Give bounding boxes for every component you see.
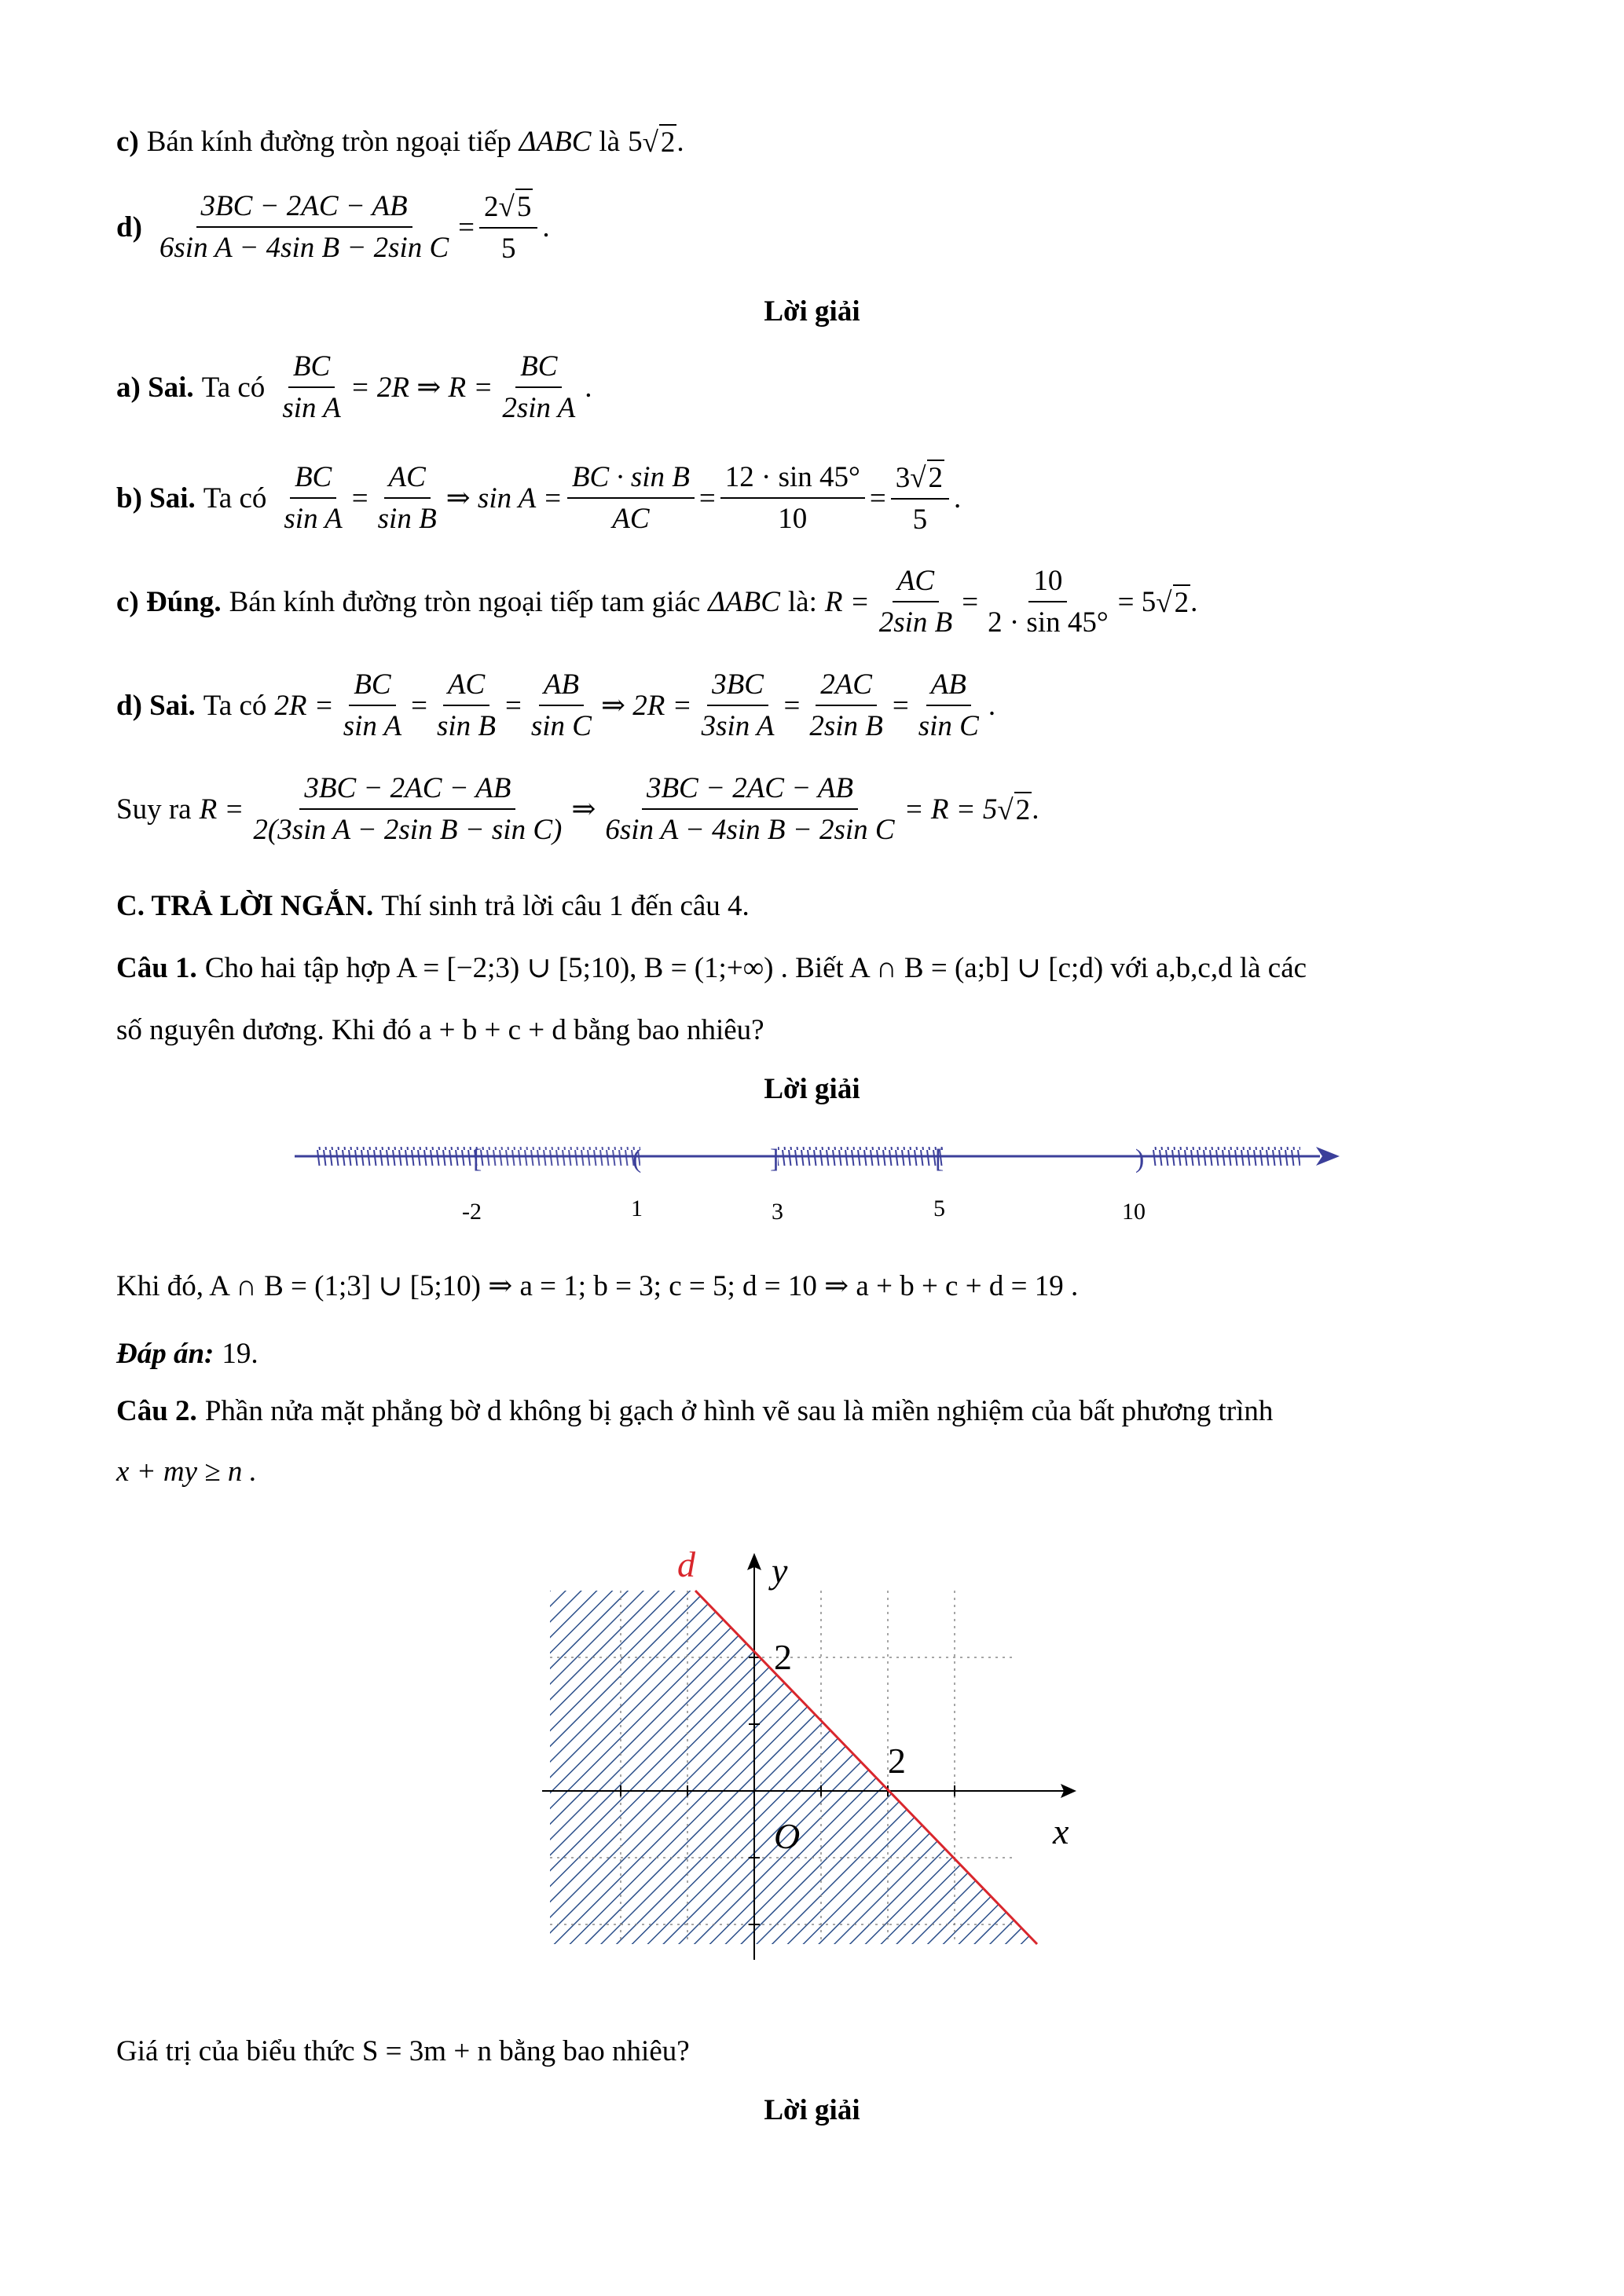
- item-c-coef: 5: [628, 126, 643, 158]
- half-plane-graph: [542, 1536, 1092, 1960]
- item-d: d) $\frac{3BC - 2AC - AB}{\text{6sin A − 4sin B − 2sin C}}$ = 2√ 5 5 .: [116, 190, 550, 265]
- solution-title-2: Lời giải: [764, 1073, 860, 1105]
- solution-title-3: Lời giải: [764, 2094, 860, 2126]
- tick-label-1: 1: [631, 1196, 643, 1221]
- bracket-5: [: [935, 1144, 944, 1174]
- item-c-label: c): [116, 126, 139, 158]
- item-c-triangle: ΔABC: [519, 126, 592, 158]
- solution-a: a) Sai. Ta có $\frac{BC}{\text{sin A}}$ = 2R ⇒ R = $\frac{BC}{\text{2sin A}}$ .: [116, 350, 592, 424]
- line-label-d: d: [677, 1544, 695, 1584]
- bracket-neg2: [: [473, 1144, 482, 1174]
- solution-d-conclusion: Suy ra R = $\frac{3BC - 2AC - AB}{\text{2(3sin A − 2sin B − sin C)}}$ ⇒ $\frac{3BC - 2AC - AB}{\text{6sin A − 4sin B − 2sin C}}$ = R = 5 √ 2 .: [116, 772, 1039, 846]
- bracket-3: ]: [770, 1144, 779, 1174]
- hatched-region: [550, 1591, 1037, 1944]
- question-1-result: Khi đó, A ∩ B = (1;3] ∪ [5;10) ⇒ a = 1; b = 3; c = 5; d = 10 ⇒ a + b + c + d = 19 .: [116, 1270, 1079, 1302]
- y-intercept-label: 2: [774, 1637, 792, 1677]
- solution-b: b) Sai. Ta có $\frac{BC}{\text{sin A}}$ = $\frac{AC}{\text{sin B}}$ ⇒ sin A = $\frac{\text{BC · sin B}}{AC}$ = $\frac{12 \cdot \sin 45^\circ}{10}$ = 3√ 2 5 .: [116, 461, 962, 536]
- item-d-label: d): [116, 211, 142, 244]
- solution-d: d) Sai. Ta có 2R = $\frac{BC}{\text{sin A}}$ = $\frac{AC}{\text{sin B}}$ = $\frac{AB}{\text{sin C}}$ ⇒ 2R = $\frac{3BC}{\text{3sin A}}$ = $\frac{2AC}{\text{2sin B}}$ = $\frac{AB}{\text{sin C}}$ .: [116, 668, 996, 742]
- solution-title-1: Lời giải: [764, 295, 860, 328]
- y-axis-label: y: [772, 1551, 788, 1591]
- item-c: [116, 124, 684, 159]
- question-2-line1: Câu 2. Phần nửa mặt phẳng bờ d không bị gạch ở hình vẽ sau là miền nghiệm của bất phương trình: [116, 1395, 1274, 1427]
- solution-c: c) Đúng. Bán kính đường tròn ngoại tiếp tam giác ΔABC là: R = $\frac{AC}{\text{2sin B}}$ = $\frac{10}{2 \cdot \sin 45^\circ}$ = 5 √ 2 .: [116, 565, 1198, 639]
- item-c-text: Bán kính đường tròn ngoại tiếp: [146, 126, 511, 158]
- tick-label-5: 5: [933, 1196, 945, 1221]
- item-c-mid: là: [599, 126, 621, 158]
- item-d-result-fraction: 2√ 5 5: [479, 189, 537, 265]
- number-line: [291, 1131, 1344, 1233]
- bracket-1: (: [632, 1144, 642, 1174]
- question-2-prompt: Giá trị của biểu thức S = 3m + n bằng bao nhiêu?: [116, 2035, 690, 2067]
- question-1-answer: Đáp án: 19.: [116, 1338, 258, 1370]
- bracket-10: ): [1135, 1144, 1145, 1174]
- item-c-end: .: [676, 126, 684, 158]
- tick-label-neg2: -2: [462, 1199, 482, 1225]
- item-c-sqrt: √ 2: [643, 124, 677, 159]
- question-1-line1: Câu 1. Cho hai tập hợp A = [−2;3) ∪ [5;10), B = (1;+∞) . Biết A ∩ B = (a;b] ∪ [c;d) với a,b,c,d là các: [116, 951, 1307, 984]
- item-d-fraction: $\frac{3BC - 2AC - AB}{\text{6sin A − 4sin B − 2sin C}}$: [159, 190, 449, 264]
- tick-label-3: 3: [772, 1199, 783, 1225]
- section-c-heading: C. TRẢ LỜI NGẮN. Thí sinh trả lời câu 1 đến câu 4.: [116, 890, 750, 922]
- question-2-line2: x + my ≥ n .: [116, 1456, 257, 1488]
- x-intercept-label: 2: [888, 1741, 906, 1781]
- origin-label: O: [774, 1816, 801, 1856]
- x-axis-label: x: [1053, 1811, 1069, 1851]
- question-1-line2: số nguyên dương. Khi đó a + b + c + d bằng bao nhiêu?: [116, 1014, 764, 1046]
- tick-label-10: 10: [1122, 1199, 1146, 1225]
